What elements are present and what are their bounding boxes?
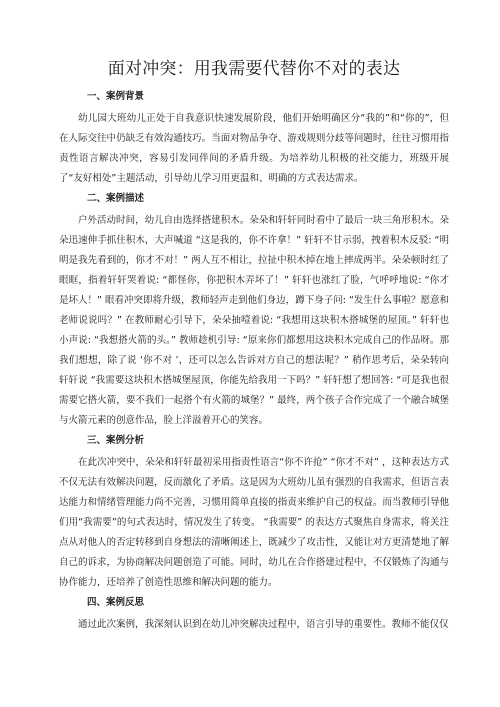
section-heading: 四、案例反思 [87, 597, 145, 608]
section-heading: 三、案例分析 [87, 435, 145, 446]
section-background [59, 90, 449, 189]
paragraph: 户外活动时间，幼儿自由选择搭建积木。朵朵和轩轩同时看中了最后一块三角形积木。朵朵迅速伸手抓住积木，大声喊道 “这是我的，你不许拿！” 轩轩不甘示弱，拽着积木反驳: “明明是我先看到的，你才不对！” 两人互不相让，拉扯中积木掉在地上摔成两半。朵朵顿时红了眼眶，指着轩轩哭着说: “都怪你，你把积木弄坏了！” 轩轩也涨红了脸，气呼呼地说: “你才是坏人！” 眼看冲突即将升级，教师轻声走到他们身边，蹲下身子问: “发生什么事啦？愿意和老师说说吗？” 在教师耐心引导下，朵朵抽噎着说: “我想用这块积木搭城堡的屋顶。” 轩轩也小声说: “我想搭火箭的头。” 教师趁机引导: “原来你们都想用这块积木完成自己的作品呀。那我们想想，除了说 ‘你不对 ’，还可以怎么告诉对方自己的想法呢？” 稍作思考后，朵朵转向轩轩说 “我需要这块积木搭城堡屋顶，你能先给我用一下吗？” 轩轩想了想回答: “可是我也很需要它搭火箭，要不我们一起搭个有火箭的城堡？” 最终，两个孩子合作完成了一个融合城堡与火箭元素的创意作品，脸上洋溢着开心的笑容。 [59, 215, 449, 426]
section-heading: 一、案例背景 [87, 91, 145, 102]
section-analysis [59, 434, 449, 593]
section-description [59, 192, 449, 431]
paragraph: 通过此次案例，我深刻认识到在幼儿冲突解决过程中，语言引导的重要性。教师不能仅仅 [78, 619, 449, 630]
document-title: 面对冲突：用我需要代替你不对的表达 [107, 59, 401, 79]
paragraph: 幼儿园大班幼儿正处于自我意识快速发展阶段，他们开始明确区分“我的”和“你的”，但在人际交往中仍缺乏有效沟通技巧。当面对物品争夺、游戏规则分歧等问题时，往往习惯用指责性语言解决冲突，容易引发同伴间的矛盾升级。为培养幼儿积极的社交能力，班级开展了“友好相处”主题活动，引导幼儿学习用更温和、明确的方式表达需求。 [59, 113, 449, 184]
section-reflection [59, 596, 449, 635]
section-heading: 二、案例描述 [87, 193, 145, 204]
paragraph: 在此次冲突中，朵朵和轩轩最初采用指责性语言“你不许抢” “你才不对” ，这种表达方式不仅无法有效解决问题，反而激化了矛盾。这是因为大班幼儿虽有强烈的自我需求，但语言表达能力和情绪管理能力尚不完善，习惯用简单直接的指责来维护自己的权益。而当教师引导他们用“我需要”的句式表达时，情况发生了转变。 “我需要” 的表达方式聚焦自身需求，将关注点从对他人的否定转移到自身想法的清晰阐述上，既减少了攻击性，又能让对方更清楚地了解自己的诉求，为协商解决问题创造了可能。同时，幼儿在合作搭建过程中，不仅锻炼了沟通与协作能力，还培养了创造性思维和解决问题的能力。 [59, 457, 449, 588]
